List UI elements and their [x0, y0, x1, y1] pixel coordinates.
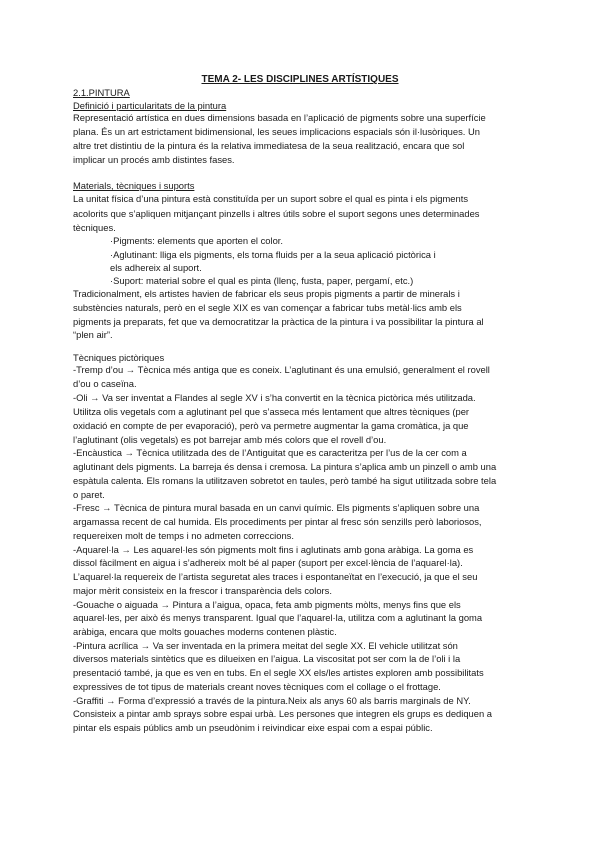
technique-line: dissol fàcilment en aigua i s’adhereix molt bé al paper (suport per excel·lència de l’aquarel·la).	[73, 557, 463, 568]
technique-line: -Pintura acrílica → Va ser inventada en la primera meitat del segle XX. El vehicle utilitzat són	[73, 640, 458, 651]
technique-line: expressives de tot tipus de materials creant noves tècniques com el collage o el frottage.	[73, 681, 441, 692]
paragraph-line: pigments ja preparats, fet que va democratitzar la pràctica de la pintura i va possibilitar la pintura al	[73, 316, 484, 327]
paragraph-line: La unitat física d’una pintura està constituïda per un suport sobre el qual es pinta i els pigments	[73, 193, 469, 204]
technique-line: aglutinant dels pigments. La barreja és densa i cremosa. La pintura s’aplica amb un pinzell o amb una	[73, 461, 497, 472]
technique-line: Utilitza olis vegetals com a aglutinant pel que s’asseca més lentament que altres tècniques (per	[73, 406, 470, 417]
technique-line: -Gouache o aiguada → Pintura a l’aigua, opaca, feta amb pigments mòlts, menys fins que els	[73, 599, 461, 610]
technique-line: L’aquarel·la requereix de l’artista seguretat ales traces i espontaneïtat en l’execució, ja que el seu	[73, 571, 478, 582]
list-item: els adhereix al suport.	[110, 262, 202, 273]
techniques-heading: Tècniques pictòriques	[73, 352, 165, 363]
definition-heading: Definició i particularitats de la pintura	[73, 100, 227, 111]
paragraph-line: substències naturals, però en el segle XIX es van començar a fabricar tubs metàl·lics amb els	[73, 302, 462, 313]
technique-line: -Fresc → Tècnica de pintura mural basada en un canvi químic. Els pigments s’apliquen sobre una	[73, 502, 480, 513]
document-title: TEMA 2- LES DISCIPLINES ARTÍSTIQUES	[201, 74, 399, 85]
technique-line: d’ou o caseïna.	[73, 378, 137, 389]
technique-line: oxidació en compte de per evaporació), però va permetre augmentar la gama cromàtica, ja que	[73, 420, 469, 431]
technique-line: espàtula calenta. Els romans la utilitzaven sobretot en taules, però també ha sigut utilitzada sobre tela	[73, 475, 497, 486]
list-item: ·Pigments: elements que aporten el color.	[110, 235, 284, 246]
technique-line: diversos materials sintètics que es dilueixen en l’aigua. La viscositat pot ser com la de l’oli i la	[73, 653, 461, 664]
technique-line: requereixen molt de temps i no admeten correccions.	[73, 530, 294, 541]
technique-line: argamassa recent de cal humida. Els procediments per pintar al fresc són senzills però laboriosos,	[73, 516, 482, 527]
technique-line: -Aquarel·la → Les aquarel·les són pigments molt fins i aglutinats amb gona aràbiga. La goma es	[73, 544, 474, 555]
list-item: ·Suport: material sobre el qual es pinta (llenç, fusta, paper, pergamí, etc.)	[110, 275, 414, 286]
materials-heading: Materials, tècniques i suports	[73, 180, 195, 191]
technique-line: aquarel·les, per això és menys transparent. Igual que l’aquarel·la, utilitza com a aglutinant la goma	[73, 612, 483, 623]
technique-line: major mèrit consisteix en la frescor i transparència dels colors.	[73, 585, 332, 596]
paragraph-line: implicar un procés amb distintes fases.	[73, 154, 235, 165]
technique-line: -Encàustica → Tècnica utilitzada des de l’Antiguitat que es caracteritza per l’us de la cer com a	[73, 447, 467, 458]
technique-line: pintar els espais públics amb un pseudònim i reivindicar eixe espai com a espai públic.	[73, 722, 433, 733]
paragraph-line: Representació artística en dues dimensions basada en l’aplicació de pigments sobre una superfície	[73, 112, 486, 123]
list-item: ·Aglutinant: lliga els pigments, els torna fluids per a la seua aplicació pictòrica i	[110, 249, 436, 260]
technique-line: l’aglutinant (olis vegetals) es pot barrejar amb més colors que el rovell d’ou.	[73, 434, 387, 445]
paragraph-line: altre tret distintiu de la pintura és la relativa immediatesa de la seua realització, encara que sol	[73, 140, 465, 151]
technique-line: Consisteix a pintar amb sprays sobre espai urbà. Les persones que integren els grups es dediquen a	[73, 708, 493, 719]
paragraph-line: tècniques.	[73, 222, 116, 233]
technique-line: -Graffiti → Forma d’expressió a través de la pintura.Neix als anys 60 als barris marginals de NY.	[73, 695, 471, 706]
technique-line: o paret.	[73, 489, 105, 500]
paragraph-line: plana. És un art estrictament bidimensional, les seues implicacions espacials són il·lusòriques. Un	[73, 126, 480, 137]
technique-line: aràbiga, encara que molts gouaches moderns contenen plàstic.	[73, 626, 337, 637]
technique-line: presentació també, ja que es ven en tubs. En el segle XX els/les artistes exploren amb possibilitats	[73, 667, 484, 678]
technique-line: -Tremp d’ou → Tècnica més antiga que es coneix. L’aglutinant és una emulsió, generalment el rovell	[73, 364, 490, 375]
paragraph-line: Tradicionalment, els artistes havien de fabricar els seus propis pigments a partir de minerals i	[73, 288, 460, 299]
paragraph-line: “plen air”.	[73, 329, 113, 340]
technique-line: -Oli → Va ser inventat a Flandes al segle XV i s’ha convertit en la tècnica pictòrica més utilitzada.	[73, 392, 476, 403]
paragraph-line: acolorits que s’apliquen mitjançant pinzells i altres útils sobre el suport segons unes determinades	[73, 208, 480, 219]
section-heading: 2.1.PINTURA	[73, 87, 130, 98]
